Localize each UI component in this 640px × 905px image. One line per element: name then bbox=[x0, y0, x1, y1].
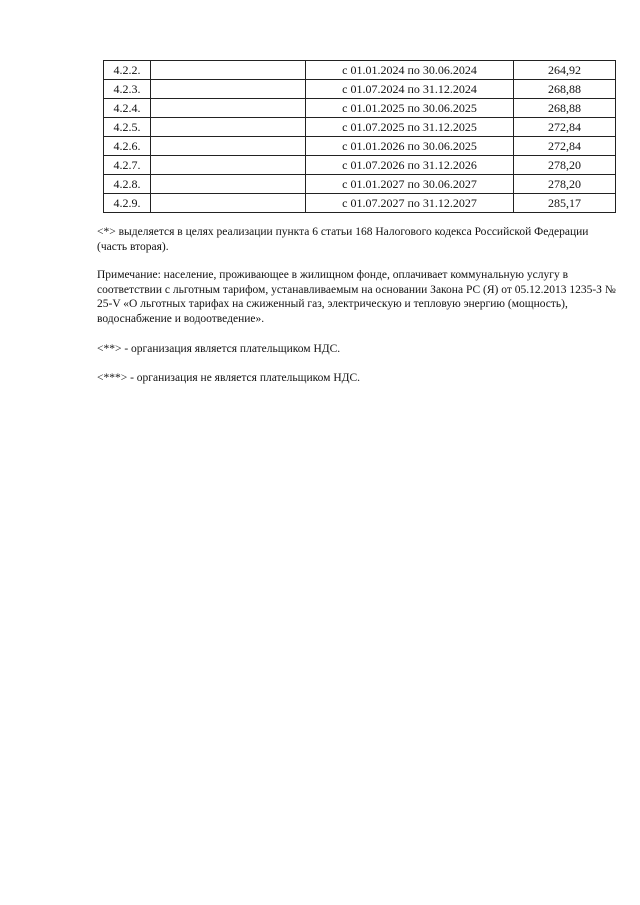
period-cell: с 01.07.2025 по 31.12.2025 bbox=[306, 118, 514, 137]
period-cell: с 01.01.2026 по 30.06.2025 bbox=[306, 137, 514, 156]
table-row bbox=[104, 99, 616, 118]
footnote-not-vat-payer: <***> - организация не является плательщиком НДС. bbox=[97, 371, 361, 384]
table-row bbox=[104, 80, 616, 99]
period-cell: с 01.07.2024 по 31.12.2024 bbox=[306, 80, 514, 99]
group-cell bbox=[151, 156, 306, 175]
tariff-value-cell: 272,84 bbox=[514, 137, 616, 156]
row-number-cell: 4.2.2. bbox=[104, 61, 151, 80]
tariff-value-cell: 272,84 bbox=[514, 118, 616, 137]
group-cell bbox=[151, 194, 306, 213]
group-cell bbox=[151, 61, 306, 80]
group-cell bbox=[151, 137, 306, 156]
tariff-value-cell: 268,88 bbox=[514, 80, 616, 99]
row-number-cell: 4.2.9. bbox=[104, 194, 151, 213]
table-row bbox=[104, 156, 616, 175]
group-cell bbox=[151, 80, 306, 99]
table-row bbox=[104, 137, 616, 156]
group-cell bbox=[151, 118, 306, 137]
row-number-cell: 4.2.5. bbox=[104, 118, 151, 137]
tariff-table bbox=[103, 60, 616, 213]
period-cell: с 01.07.2026 по 31.12.2026 bbox=[306, 156, 514, 175]
period-cell: с 01.01.2024 по 30.06.2024 bbox=[306, 61, 514, 80]
tariff-value-cell: 278,20 bbox=[514, 175, 616, 194]
tariff-value-cell: 264,92 bbox=[514, 61, 616, 80]
table-row bbox=[104, 194, 616, 213]
period-cell: с 01.01.2025 по 30.06.2025 bbox=[306, 99, 514, 118]
row-number-cell: 4.2.3. bbox=[104, 80, 151, 99]
row-number-cell: 4.2.4. bbox=[104, 99, 151, 118]
tariff-value-cell: 285,17 bbox=[514, 194, 616, 213]
row-number-cell: 4.2.8. bbox=[104, 175, 151, 194]
row-number-cell: 4.2.7. bbox=[104, 156, 151, 175]
period-cell: с 01.01.2027 по 30.06.2027 bbox=[306, 175, 514, 194]
table-row bbox=[104, 175, 616, 194]
group-cell bbox=[151, 175, 306, 194]
table-row bbox=[104, 118, 616, 137]
period-cell: с 01.07.2027 по 31.12.2027 bbox=[306, 194, 514, 213]
tariff-value-cell: 268,88 bbox=[514, 99, 616, 118]
row-number-cell: 4.2.6. bbox=[104, 137, 151, 156]
note-preferential-tariff: Примечание: население, проживающее в жилищном фонде, оплачивает коммунальную услугу в соответствии с льготным тарифом, устанавливаемым на основании Закона РС (Я) от 05.12.2013 1235-З № 25-V «О льготных тарифах на сжиженный газ, электрическую и тепловую энергию (мощность), водоснабжение и водоотведение». bbox=[97, 269, 616, 325]
notes-section bbox=[97, 225, 617, 385]
group-cell bbox=[151, 99, 306, 118]
tariff-table-body bbox=[104, 61, 616, 213]
table-row bbox=[104, 61, 616, 80]
footnote-vat-payer: <**> - организация является плательщиком НДС. bbox=[97, 343, 341, 355]
footnote-vat-purpose: <*> выделяется в целях реализации пункта 6 статьи 168 Налогового кодекса Российской Федерации (часть вторая). bbox=[97, 226, 589, 253]
tariff-value-cell: 278,20 bbox=[514, 156, 616, 175]
